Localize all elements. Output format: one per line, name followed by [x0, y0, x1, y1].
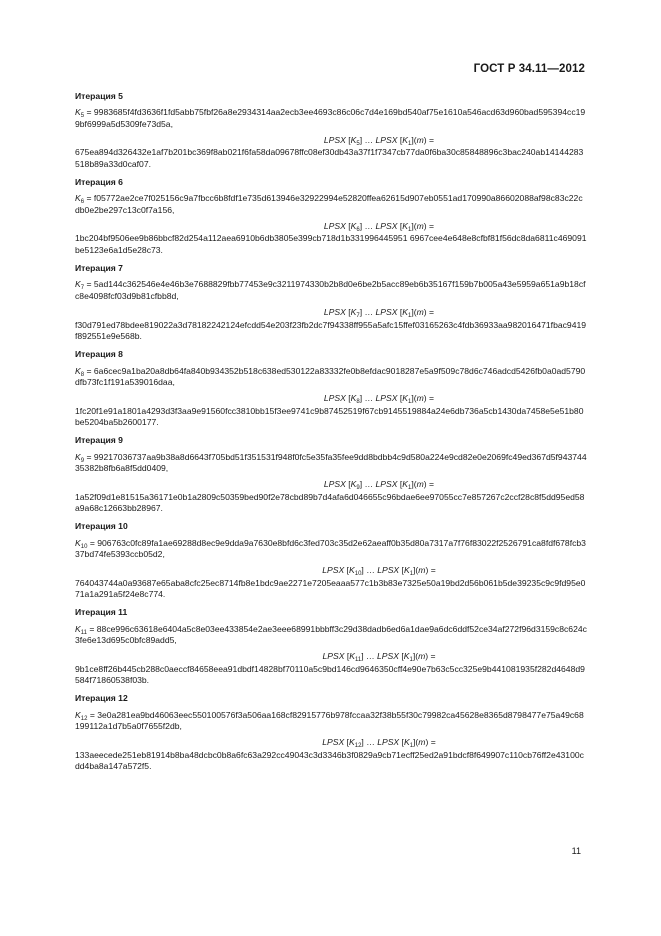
- formula-key-symbol: K: [349, 737, 355, 748]
- equals-sign: =: [86, 279, 92, 290]
- lpsx-formula: LPSX $[K_{12}]$ … LPSX $[K_1](m)$ =: [322, 737, 436, 750]
- formula-argument: (m) =: [413, 393, 435, 404]
- ellipsis: …: [366, 565, 375, 576]
- iteration-block: [75, 607, 587, 686]
- formula-argument: (m) =: [413, 221, 435, 232]
- formula-key-index: 10: [354, 571, 362, 578]
- formula-key-index: 11: [354, 657, 362, 664]
- lpsx-formula: LPSX $[K_7]$ … LPSX $[K_1](m)$ =: [323, 307, 435, 320]
- formula-key-index: 9: [356, 485, 360, 492]
- key-symbol: K: [75, 623, 81, 634]
- round-key-value: 99217036737aa9b38a8d6643f705bd51f351531f948f0fc5e35fa35fee9dd8bdbb4c9d580a224e9cd82e0e2069fc49ed367d5f94374435382b8fb6a8f5dd0409,: [75, 451, 587, 473]
- iteration-block: [75, 435, 587, 514]
- round-key-paragraph: [75, 538, 587, 561]
- ellipsis: …: [364, 221, 374, 232]
- key-index: 7: [80, 285, 85, 292]
- key-index: 9: [80, 457, 85, 464]
- page-number: 11: [571, 846, 581, 856]
- lpsx-label: LPSX: [323, 307, 346, 318]
- key-index: 11: [80, 629, 87, 636]
- key-index: 10: [80, 543, 88, 550]
- result-value: f30d791ed78bdee819022a3d78182242124efcdd54e203f23fb2dc7f94338ff955a5afc15ffef03165263c4fdb36933aa982016471fbac9419f892551e9e568b.: [75, 319, 587, 341]
- round-key-paragraph: [75, 279, 587, 302]
- iteration-title: Итерация 5: [75, 91, 123, 101]
- lpsx-formula: LPSX $[K_8]$ … LPSX $[K_1](m)$ =: [323, 393, 435, 406]
- lpsx-label: LPSX: [377, 565, 400, 576]
- formula-key-index: 7: [356, 313, 360, 320]
- formula-key-symbol: K: [402, 307, 409, 318]
- lpsx-label: LPSX: [376, 651, 399, 662]
- key-index: 12: [80, 715, 88, 722]
- key-index: 8: [80, 371, 85, 378]
- formula-key-symbol: K: [402, 135, 409, 146]
- equals-sign: =: [86, 107, 92, 118]
- round-key-value: 906763c0fc89fa1ae69288d8ec9e9dda9a7630e8bfd6c3fed703c35d2e62aeaff0b35d80a7317a7f76f83022f2526791ca8fdf678fcb337bd74fe5393ccb05d2,: [75, 537, 586, 559]
- iteration-block: [75, 693, 587, 772]
- ellipsis: …: [364, 393, 374, 404]
- iteration-title: Итерация 8: [75, 349, 123, 360]
- key-symbol: K: [75, 365, 81, 376]
- formula-tail-index: 1: [408, 313, 412, 320]
- formula-key-symbol: K: [403, 651, 410, 662]
- key-symbol: K: [75, 709, 81, 720]
- formula-key-index: 8: [356, 399, 360, 406]
- ellipsis: …: [364, 307, 374, 318]
- result-value: 764043744a0a93687e65aba8cfc25ec8714fb8e1bdc9ae2271e7205eaaa577c1b3b83e7325e50a19bd2d56b061b5de39235c9c9fd95e071a1a291a5f24e8c774.: [75, 577, 586, 600]
- result-value: 9b1ce8ff26b445cb288c0aeccf84658eea91dbdf14828bf70110a5c9bd146cd9646350cff4e90e7b63c5cc325e9b441081935f282d4648d9584f71860538f03b.: [75, 663, 585, 686]
- round-key-value: 5ad144c362546e4e46b3e7688829fbb77453e9c3211974330b2b8d0e6be2b5acc89eb6b35167f159b7b005a43e5959a651a9b18cfc8e4098fcf03d9b81cfbb8d,: [75, 279, 586, 301]
- formula-tail-index: 1: [408, 227, 412, 234]
- round-key-paragraph: [75, 193, 587, 216]
- lpsx-label: LPSX: [375, 221, 398, 232]
- formula-key-symbol: K: [350, 307, 357, 318]
- key-index: 6: [80, 199, 85, 206]
- formula-key-index: 12: [354, 743, 362, 750]
- formula-tail-index: 1: [408, 485, 412, 492]
- formula-argument: (m) =: [413, 135, 435, 146]
- result-value: 1fc20f1e91a1801a4293d3f3aa9e91560fcc3810bb15f3ee9741c9b87452519f67cb9145519884a24e6db736a5cb1430da7458e5e51b80be5204ba5b2600177.: [75, 405, 584, 427]
- result-value: 133aeecede251eb81914b8ba48dcbc0b8a6fc63a292cc49043c3d3346b3f0829a9cb71ecff25ed2a91bdcf8f649907c110cb76ff2e43100cdd4ba8a147a572f5.: [75, 749, 584, 772]
- formula-key-symbol: K: [350, 393, 357, 404]
- formula-key-symbol: K: [402, 479, 409, 490]
- iteration-title: Итерация 9: [75, 435, 123, 446]
- key-symbol: K: [75, 451, 81, 462]
- iteration-block: [75, 91, 587, 170]
- lpsx-formula: LPSX $[K_{10}]$ … LPSX $[K_1](m)$ =: [322, 565, 436, 578]
- key-symbol: K: [75, 107, 81, 118]
- lpsx-label: LPSX: [375, 393, 398, 404]
- result-value: 1a52f09d1e81515a36171e0b1a2809c50359bed90f2e78cbd89b7d4afa6d046655c96bdae6ee97055cc7e857267c2ccf28c8f5dd95ed58a9a68c12663bb28967.: [75, 491, 585, 513]
- equals-sign: =: [89, 537, 95, 548]
- formula-argument: (m) =: [415, 565, 436, 576]
- formula-key-symbol: K: [350, 135, 357, 146]
- round-key-paragraph: [75, 452, 587, 475]
- lpsx-label: LPSX: [323, 393, 346, 404]
- iteration-block: [75, 521, 587, 600]
- equals-sign: =: [86, 451, 92, 462]
- equals-sign: =: [86, 365, 92, 376]
- lpsx-label: LPSX: [375, 307, 398, 318]
- formula-key-symbol: K: [350, 479, 357, 490]
- formula-key-symbol: K: [350, 221, 357, 232]
- iteration-block: [75, 263, 587, 342]
- round-key-value: 6a6cec9a1ba20a8db64fa840b934352b518c638ed530122a83332fe0b8efdac9018287e5a9f509c78d6c746adcd5426fb0a0ad5790dfb73fc1f191a539016daa,: [75, 365, 586, 387]
- lpsx-label: LPSX: [322, 565, 345, 576]
- formula-key-symbol: K: [403, 565, 410, 576]
- lpsx-label: LPSX: [375, 479, 398, 490]
- round-key-paragraph: [75, 710, 587, 733]
- ellipsis: …: [365, 651, 375, 662]
- key-symbol: K: [75, 537, 81, 548]
- document-body: [75, 91, 587, 780]
- iteration-title: Итерация 7: [75, 263, 123, 274]
- formula-key-index: 5: [356, 141, 360, 148]
- lpsx-label: LPSX: [323, 135, 346, 146]
- round-key-value: 88ce996c63618e6404a5c8e03ee433854e2ae3eee68991bbbff3c29d38dadb6ed6a1dae9a6dc6ddf52ce34af272f96d3159c8c624c3fe6e13d695c0bfc89add5,: [75, 623, 587, 646]
- formula-tail-index: 1: [408, 141, 412, 148]
- iteration-title: Итерация 12: [75, 693, 128, 704]
- round-key-paragraph: [75, 107, 587, 130]
- lpsx-formula: LPSX $[K_{11}]$ … LPSX $[K_1](m)$ =: [322, 651, 436, 664]
- formula-argument: (m) =: [415, 651, 436, 662]
- ellipsis: …: [364, 135, 374, 146]
- lpsx-label: LPSX: [322, 737, 345, 748]
- key-symbol: K: [75, 193, 81, 204]
- lpsx-label: LPSX: [322, 651, 345, 662]
- iteration-block: [75, 349, 587, 428]
- formula-tail-index: 1: [409, 657, 413, 664]
- formula-key-symbol: K: [402, 393, 409, 404]
- result-value: 1bc204bf9506ee9b86bbcf82d254a112aea6910b6db3805e399cb718d1b331996445951 6967cee4e648e8cfbf81f56dc8da6811c469091be5123e6a1d5e28c73.: [75, 233, 587, 255]
- equals-sign: =: [86, 193, 92, 204]
- round-key-paragraph: [75, 624, 587, 647]
- round-key-value: 9983685f4fd3636f1fd5abb75fbf26a8e2934314aa2ecb3ee4693c86c06c7d4e169bd540af75e1610a546acd63d960bad595394cc199bf6999a5d5309fe73d5a,: [75, 107, 586, 129]
- formula-key-symbol: K: [403, 737, 410, 748]
- formula-argument: (m) =: [413, 307, 435, 318]
- ellipsis: …: [366, 737, 375, 748]
- formula-key-index: 6: [356, 227, 360, 234]
- iteration-title: Итерация 11: [75, 607, 128, 618]
- formula-tail-index: 1: [409, 571, 414, 578]
- lpsx-label: LPSX: [377, 737, 400, 748]
- ellipsis: …: [364, 479, 374, 490]
- lpsx-formula: LPSX $[K_5]$ … LPSX $[K_1](m)$ =: [323, 135, 435, 148]
- round-key-value: 3e0a281ea9bd46063eec550100576f3a506aa168cf82915776b978fccaa32f38b55f30c79982ca45628e8365d8798477e75a49c68199112a1d7b5a0f7655f2db,: [75, 709, 584, 732]
- equals-sign: =: [89, 709, 95, 720]
- formula-key-symbol: K: [402, 221, 409, 232]
- key-symbol: K: [75, 279, 81, 290]
- lpsx-label: LPSX: [375, 135, 398, 146]
- lpsx-formula: LPSX $[K_9]$ … LPSX $[K_1](m)$ =: [323, 479, 435, 492]
- iteration-block: [75, 177, 587, 256]
- formula-key-symbol: K: [349, 651, 355, 662]
- result-value: 675ea894d326432e1af7b201bc369f8ab021f6fa58da09678ffc08ef30db43a37f1f7347cb77da0f6ba30c85848896c3bac240ab14144283518b89a33d0caf07.: [75, 147, 584, 169]
- key-index: 5: [80, 113, 85, 120]
- formula-argument: (m) =: [413, 479, 435, 490]
- lpsx-formula: LPSX $[K_6]$ … LPSX $[K_1](m)$ =: [323, 221, 435, 234]
- formula-tail-index: 1: [408, 399, 412, 406]
- round-key-value: f05772ae2ce7f025156c9a7fbcc6b8fdf1e735d613946e32922994e52820ffea62615d907eb0551ad170990a86602088af98c83c22cdb0e2be297c13c0f7a156,: [75, 193, 583, 215]
- formula-key-symbol: K: [349, 565, 355, 576]
- lpsx-label: LPSX: [323, 479, 346, 490]
- iteration-title: Итерация 10: [75, 521, 128, 532]
- standard-header: ГОСТ Р 34.11—2012: [473, 63, 585, 75]
- formula-argument: (m) =: [415, 737, 436, 748]
- lpsx-label: LPSX: [323, 221, 346, 232]
- equals-sign: =: [89, 623, 95, 634]
- formula-tail-index: 1: [409, 743, 414, 750]
- round-key-paragraph: [75, 366, 587, 389]
- iteration-title: Итерация 6: [75, 177, 123, 188]
